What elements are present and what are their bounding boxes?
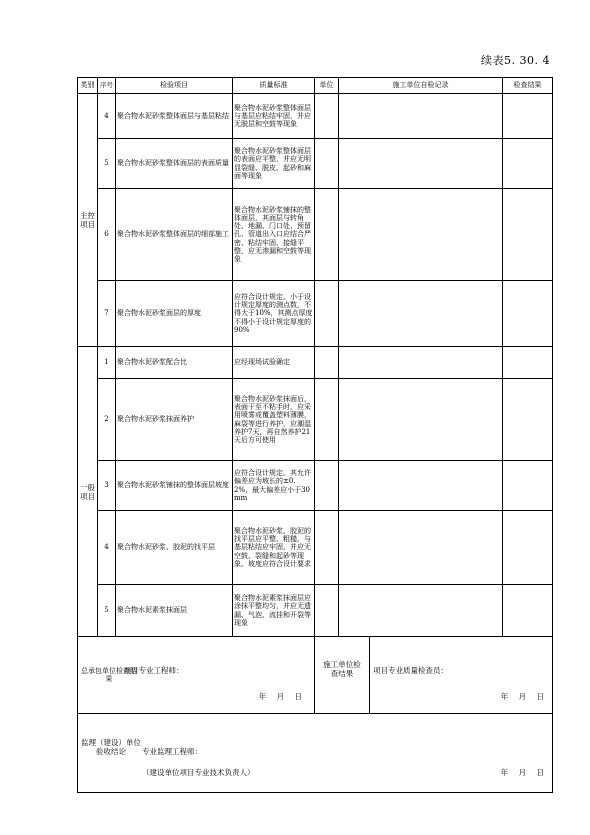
row-unit bbox=[315, 461, 339, 511]
table-row bbox=[78, 585, 553, 637]
owner-rep-label: （建设单位项目专业技术负责人） bbox=[142, 768, 255, 777]
contractor-engineer-label: 项目专业工程师： bbox=[123, 666, 184, 675]
signature-row-supervisor bbox=[78, 714, 553, 793]
row-seq: 2 bbox=[98, 379, 116, 461]
row-unit bbox=[315, 189, 339, 281]
table-row bbox=[78, 461, 553, 511]
row-unit bbox=[315, 511, 339, 585]
header-result: 检查结果 bbox=[503, 78, 553, 94]
construction-inspector-label: 项目专业质量检查员： bbox=[373, 666, 448, 675]
row-result[interactable] bbox=[503, 379, 553, 461]
signature-row-contractor bbox=[78, 637, 553, 714]
row-item: 聚合物水泥砂浆面层的厚度 bbox=[116, 281, 233, 347]
row-seq: 4 bbox=[98, 94, 116, 139]
table-row bbox=[78, 347, 553, 379]
header-category: 类别 bbox=[78, 78, 98, 94]
row-self-check[interactable] bbox=[339, 379, 503, 461]
construction-check-label bbox=[315, 637, 370, 713]
row-seq: 5 bbox=[98, 585, 116, 637]
row-seq: 7 bbox=[98, 281, 116, 347]
row-item: 聚合物水泥砂浆整体面层的表面质量 bbox=[116, 139, 233, 189]
contractor-check-label-text: 总承包单位检查结果 bbox=[81, 666, 137, 683]
row-unit bbox=[315, 585, 339, 637]
row-seq: 3 bbox=[98, 461, 116, 511]
row-self-check[interactable] bbox=[339, 139, 503, 189]
row-self-check[interactable] bbox=[339, 511, 503, 585]
row-item: 聚合物水泥砂浆整体面层与基层粘结 bbox=[116, 94, 233, 139]
row-standard: 应经现场试验确定 bbox=[233, 347, 315, 379]
row-item: 聚合物水泥砂浆配合比 bbox=[116, 347, 233, 379]
row-seq: 4 bbox=[98, 511, 116, 585]
row-item: 聚合物水泥砂浆、胶泥的找平层 bbox=[116, 511, 233, 585]
row-seq: 5 bbox=[98, 139, 116, 189]
construction-check-label-text: 施工单位检查结果 bbox=[323, 660, 361, 678]
row-result[interactable] bbox=[503, 347, 553, 379]
row-standard: 聚合物水泥砂浆整体面层与基层应粘结牢固，并应无脱层和空鼓等现象 bbox=[233, 94, 315, 139]
category-general bbox=[78, 347, 98, 637]
row-standard: 聚合物水泥砂浆抹面后，表面干至不粘手时，应采用喷雾或覆盖塑料薄膜，麻袋等进行养护，应潮湿养护7天，再自然养护21天后方可使用 bbox=[233, 379, 315, 461]
header-seq: 序号 bbox=[98, 78, 116, 94]
row-item: 聚合物水泥砂浆抹面养护 bbox=[116, 379, 233, 461]
header-item: 检验项目 bbox=[116, 78, 233, 94]
row-unit bbox=[315, 94, 339, 139]
table-row bbox=[78, 94, 553, 139]
category-general-label: 一般项目 bbox=[80, 482, 95, 501]
row-unit bbox=[315, 347, 339, 379]
category-main bbox=[78, 94, 98, 347]
row-unit bbox=[315, 379, 339, 461]
inspection-table bbox=[77, 77, 553, 793]
table-row bbox=[78, 379, 553, 461]
row-item: 聚合物水泥砂浆整体面层的细部施工 bbox=[116, 189, 233, 281]
row-result[interactable] bbox=[503, 94, 553, 139]
header-self-check: 施工单位自检记录 bbox=[339, 78, 503, 94]
row-self-check[interactable] bbox=[339, 281, 503, 347]
table-row bbox=[78, 511, 553, 585]
header-row bbox=[78, 78, 553, 94]
row-unit bbox=[315, 281, 339, 347]
table-continuation-title: 续表5. 30. 4 bbox=[481, 54, 550, 67]
row-unit bbox=[315, 139, 339, 189]
row-result[interactable] bbox=[503, 139, 553, 189]
row-self-check[interactable] bbox=[339, 461, 503, 511]
contractor-check-label bbox=[78, 637, 137, 714]
table-row bbox=[78, 189, 553, 281]
row-item: 聚合物水泥砂浆铺抹的整体面层坡度 bbox=[116, 461, 233, 511]
row-result[interactable] bbox=[503, 511, 553, 585]
construction-date: 年 月 日 bbox=[500, 692, 544, 701]
row-result[interactable] bbox=[503, 461, 553, 511]
row-item: 聚合物水泥素浆抹面层 bbox=[116, 585, 233, 637]
row-standard: 聚合物水泥素浆抹面层应涂抹平整均匀，并应无遗漏、气泡、流挂和开裂等现象 bbox=[233, 585, 315, 637]
table-row bbox=[78, 281, 553, 347]
table-row bbox=[78, 139, 553, 189]
row-standard: 应符合设计规定。小于设计规定厚度的测点数，不得大于10%，其测点厚度不得小于设计规定厚度的90% bbox=[233, 281, 315, 347]
supervisor-sign-cell[interactable] bbox=[78, 714, 553, 793]
row-result[interactable] bbox=[503, 281, 553, 347]
row-seq: 1 bbox=[98, 347, 116, 379]
row-self-check[interactable] bbox=[339, 347, 503, 379]
row-self-check[interactable] bbox=[339, 585, 503, 637]
construction-sign-cell[interactable] bbox=[315, 637, 553, 714]
row-standard: 聚合物水泥砂浆、胶泥的找平层应平整、粗糙，与基层粘结应牢固，并应无空鼓、裂缝和起砂等现象。坡度应符合设计要求 bbox=[233, 511, 315, 585]
row-standard: 聚合物水泥砂浆铺抹的整体面层，其面层与转角处、地漏、门口处、预留孔、管道出入口应结合严密、粘结牢固、接缝平整，应无渗漏和空鼓等现象 bbox=[233, 189, 315, 281]
contractor-date: 年 月 日 bbox=[258, 692, 302, 701]
row-self-check[interactable] bbox=[339, 94, 503, 139]
category-main-label: 主控项目 bbox=[80, 211, 95, 229]
row-result[interactable] bbox=[503, 189, 553, 281]
row-standard: 应符合设计规定。其允许偏差应为坡长的±0.2%，最大偏差应小于30mm bbox=[233, 461, 315, 511]
header-standard: 质量标准 bbox=[233, 78, 315, 94]
supervisor-date: 年 月 日 bbox=[500, 768, 544, 777]
supervisor-conclusion-label: 监理（建设）单位验收结论 bbox=[81, 738, 141, 756]
supervisor-engineer-label: 专业监理工程师： bbox=[142, 747, 202, 756]
row-result[interactable] bbox=[503, 585, 553, 637]
contractor-sign-cell[interactable] bbox=[116, 637, 315, 714]
row-standard: 聚合物水泥砂浆整体面层的表面应平整，并应无明显裂缝、脱皮、起砂和麻面等现象 bbox=[233, 139, 315, 189]
header-unit: 单位 bbox=[315, 78, 339, 94]
row-self-check[interactable] bbox=[339, 189, 503, 281]
row-seq: 6 bbox=[98, 189, 116, 281]
